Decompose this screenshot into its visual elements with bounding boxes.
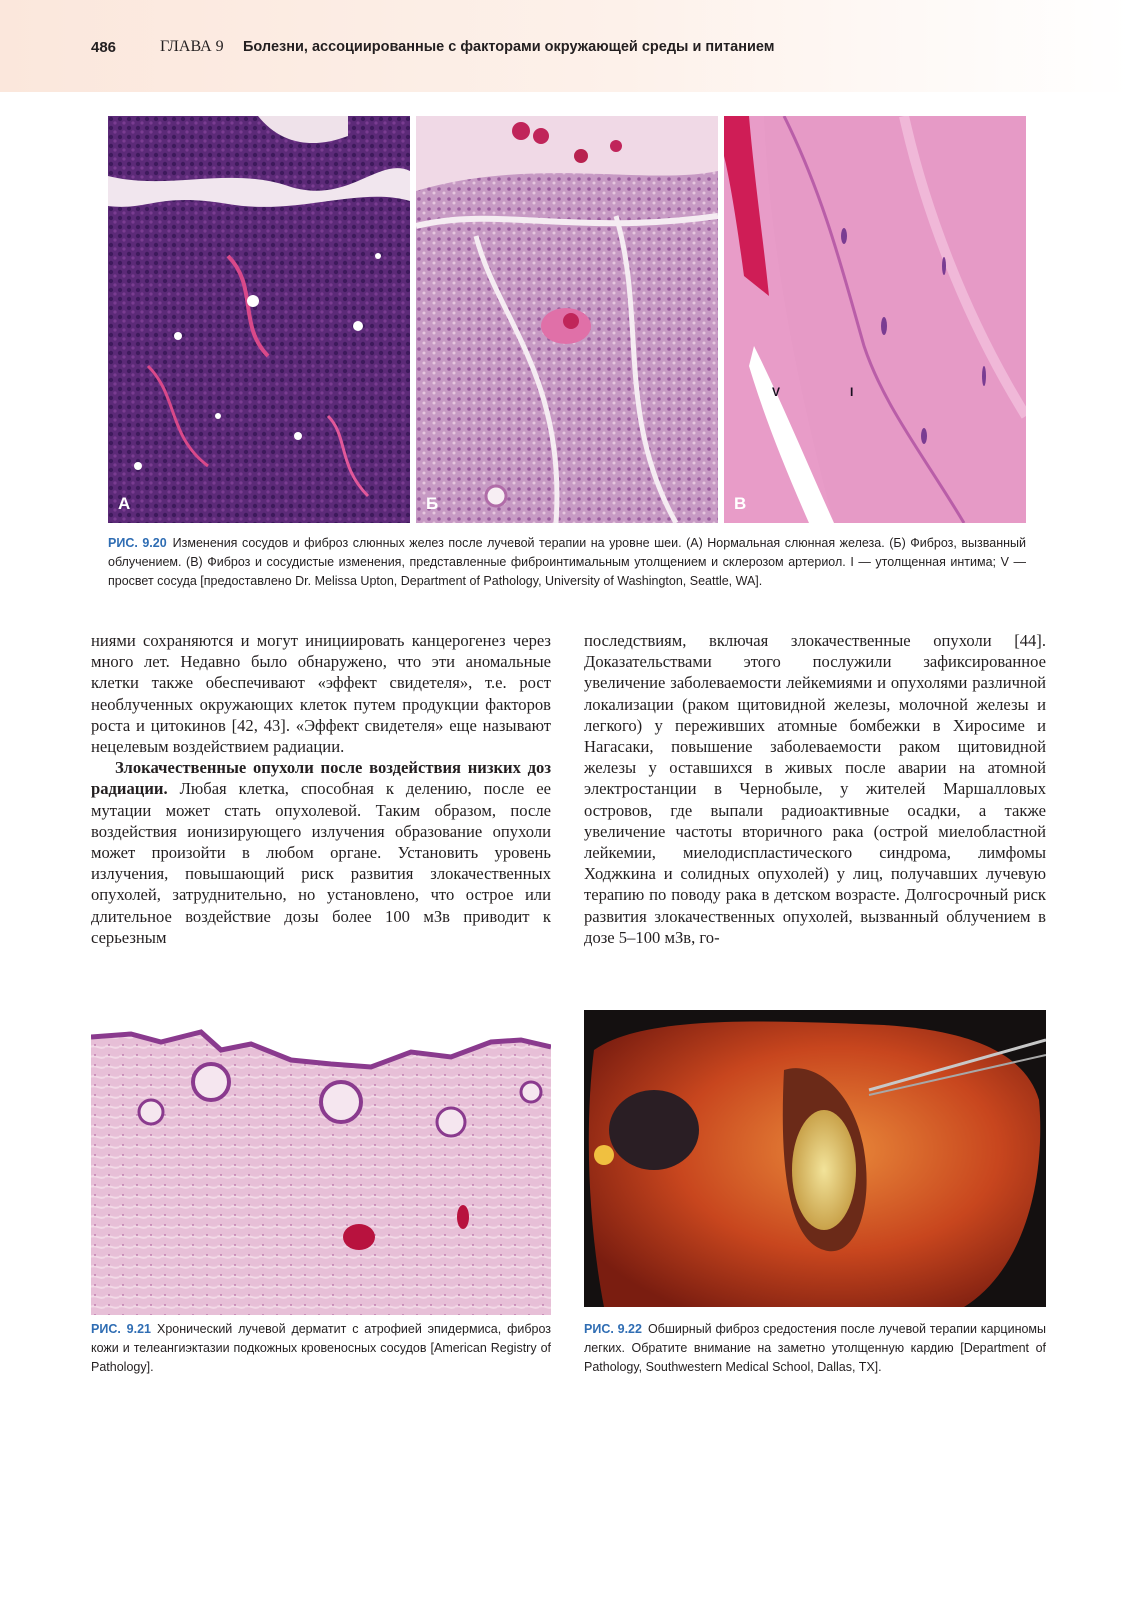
paragraph-text: Любая клетка, способная к делению, после ее мутации может стать опухолевой. Таким образом, после воздействия ионизирующего излучения образование опухоли может произойти в любом органе. Установить уровень излучения, повышающий риск развития злокачественных опухолей, затруднительно, но установлено, что острое или длительное воздействие дозы более 100 мЗв приводит к серьезным <box>91 779 551 947</box>
body-paragraph: последствиям, включая злокачественные опухоли [44]. Доказательствами этого послужили зафиксированное увеличение заболеваемости лейкемиями и опухолями различной локализации (раком щитовидной железы, молочной железы и легкого) у переживших атомные бомбежки в Хиросиме и Нагасаки, повышение заболеваемости раком щитовидной железы у оставшихся в живых после аварии на атомной электростанции в Чернобыле, у жителей Маршалловых островов, где выпали радиоактивные осадки, а также увеличение частоты вторичного рака (острой миелобластной лейкемии, миелодиспластического синдрома, лимфомы Ходжкина и солидных опухолей) у лиц, получавших лучевую терапию по поводу рака в детском возрасте. Долгосрочный риск развития злокачественных опухолей, вызванный облучением в дозе 5–100 мЗв, го- <box>584 631 1046 947</box>
figure-9-20-panel-c <box>724 116 1026 523</box>
figure-9-20-caption <box>108 534 1026 591</box>
figure-9-20-panel-b <box>416 116 718 523</box>
marker-i: I <box>850 385 854 399</box>
histology-image-fibrosis <box>416 116 718 523</box>
section-lead: Злокачественные опухоли после воздействия низких доз радиации. <box>91 758 551 799</box>
histology-image-dermatitis <box>91 1012 551 1315</box>
gross-specimen-photo <box>584 1010 1046 1307</box>
figure-9-20-caption-text: Изменения сосудов и фиброз слюнных желез после лучевой терапии на уровне шеи. (А) Нормальная слюнная железа. (Б) Фиброз, вызванный облучением. (В) Фиброз и сосудистые изменения, представленные фиброинтимальным утолщением и склерозом артериол. I — утолщенная интима; V — просвет сосуда [предоставлено Dr. Melissa Upton, Department of Pathology, University of Washington, Seattle, WA]. <box>108 536 1026 588</box>
body-paragraph: ниями сохраняются и могут инициировать канцерогенез через много лет. Недавно было обнаружено, что эти аномальные клетки также обеспечивают «эффект свидетеля», т.е. рост необлученных окружающих клеток путем продукции факторов роста и цитокинов [42, 43]. «Эффект свидетеля» еще называют нецелевым воздействием радиации. <box>91 631 551 757</box>
body-column-right <box>584 630 1046 948</box>
figure-9-22-image <box>584 1010 1046 1307</box>
figure-9-21-caption-text: Хронический лучевой дерматит с атрофией эпидермиса, фиброз кожи и телеангиэктазии подкожных кровеносных сосудов [American Registry of Pathology]. <box>91 1322 552 1374</box>
figure-9-21-caption <box>91 1320 551 1377</box>
body-column-left <box>91 630 551 948</box>
figure-9-21-image <box>91 1012 551 1315</box>
figure-9-22-caption <box>584 1320 1046 1377</box>
figure-9-22-caption-text: Обширный фиброз средостения после лучевой терапии карциномы легких. Обратите внимание на заметно утолщенную кардию [Department of Pathology, Southwestern Medical School, Dallas, TX]. <box>584 1322 1047 1374</box>
panel-label-c: В <box>734 494 747 513</box>
marker-v: V <box>772 385 781 399</box>
page-number: 486 <box>91 39 117 56</box>
panel-label-a: А <box>118 494 131 513</box>
body-paragraph <box>91 757 551 948</box>
figure-9-22-label: РИС. 9.22 <box>584 1322 642 1336</box>
figure-9-20-label: РИС. 9.20 <box>108 536 167 550</box>
figure-9-20-panel-a <box>108 116 410 523</box>
histology-image-vessel <box>724 116 1026 523</box>
chapter-label: ГЛАВА 9 <box>160 38 224 55</box>
figure-9-21-label: РИС. 9.21 <box>91 1322 152 1336</box>
panel-label-b: Б <box>426 494 439 513</box>
histology-image-normal-gland <box>108 116 410 523</box>
chapter-title: Болезни, ассоциированные с факторами окружающей среды и питанием <box>243 39 775 55</box>
